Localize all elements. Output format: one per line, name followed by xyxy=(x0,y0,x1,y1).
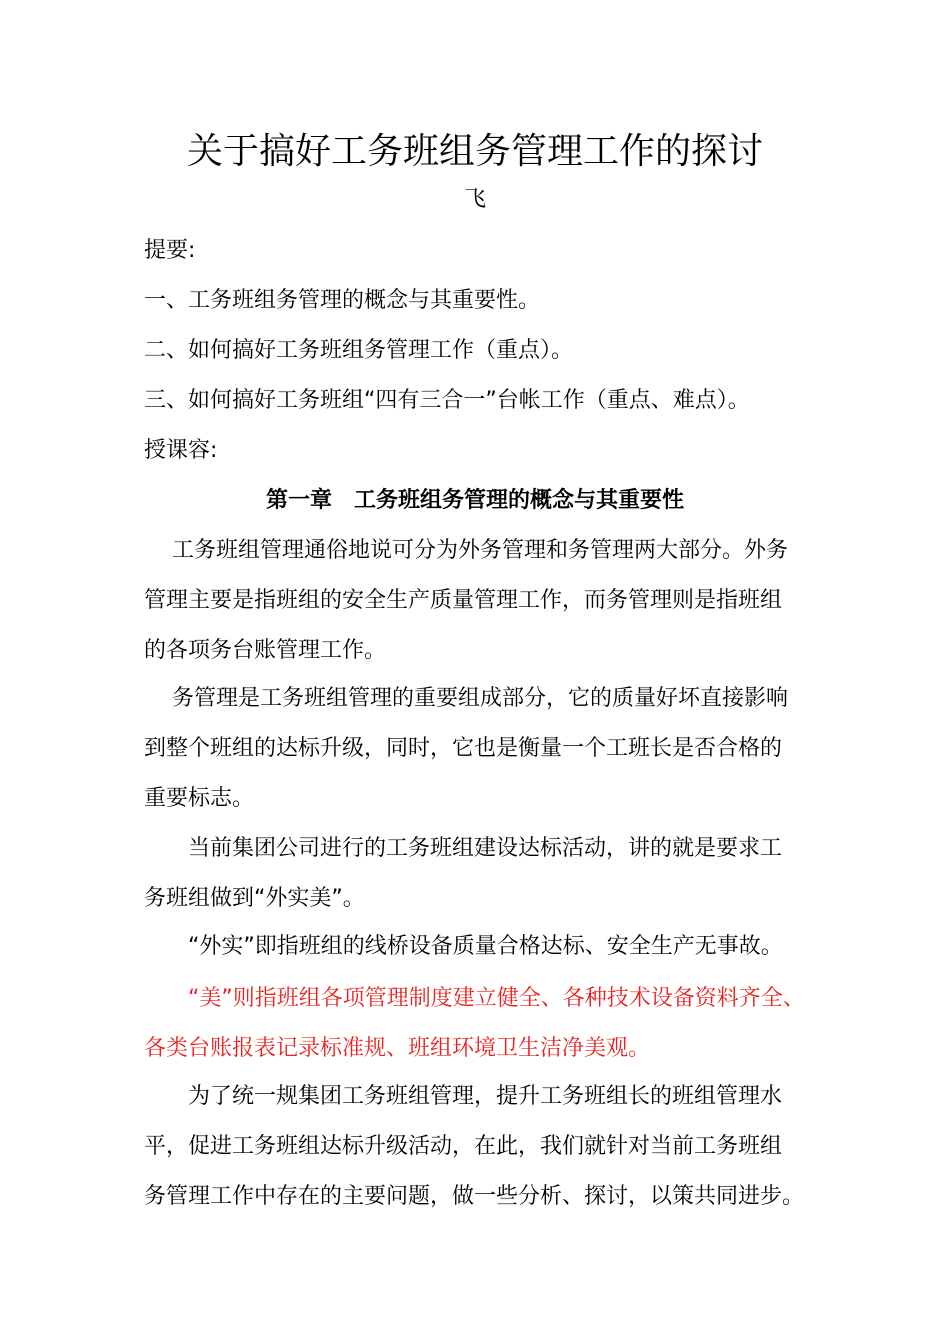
highlighted-line: 各类台账报表记录标准规、班组环境卫生洁净美观。 xyxy=(144,1036,651,1061)
summary-item-2: 二、如何搞好工务班组务管理工作（重点）。 xyxy=(144,338,574,363)
paragraph-line: 平，促进工务班组达标升级活动，在此，我们就针对当前工务班组 xyxy=(144,1134,783,1159)
paragraph-line: 务管理是工务班组管理的重要组成部分，它的质量好坏直接影响 xyxy=(172,686,789,711)
paragraph-line: 当前集团公司进行的工务班组建设达标活动，讲的就是要求工 xyxy=(188,836,783,861)
paragraph-line: 重要标志。 xyxy=(144,786,255,811)
paragraph-line: 务管理工作中存在的主要问题，做一些分析、探讨，以策共同进步。 xyxy=(144,1184,805,1209)
content-label: 授课容: xyxy=(144,438,218,463)
summary-item-1: 一、工务班组务管理的概念与其重要性。 xyxy=(144,288,541,313)
summary-label: 提要: xyxy=(144,238,196,263)
paragraph-line: 的各项务台账管理工作。 xyxy=(144,638,387,663)
document-title: 关于搞好工务班组务管理工作的探讨 xyxy=(186,131,763,172)
paragraph-line: 管理主要是指班组的安全生产质量管理工作，而务管理则是指班组 xyxy=(144,588,783,613)
paragraph-line: 到整个班组的达标升级，同时，它也是衡量一个工班长是否合格的 xyxy=(144,736,783,761)
summary-item-3: 三、如何搞好工务班组“四有三合一”台帐工作（重点、难点）。 xyxy=(144,388,750,413)
highlighted-line: “美”则指班组各项管理制度建立健全、各种技术设备资料齐全、 xyxy=(188,986,805,1011)
paragraph-line: “外实”即指班组的线桥设备质量合格达标、安全生产无事故。 xyxy=(188,934,783,959)
document-author: 飞 xyxy=(463,187,486,212)
chapter-heading: 第一章 工务班组务管理的概念与其重要性 xyxy=(265,488,684,513)
paragraph-line: 为了统一规集团工务班组管理，提升工务班组长的班组管理水 xyxy=(188,1084,783,1109)
paragraph-line: 工务班组管理通俗地说可分为外务管理和务管理两大部分。外务 xyxy=(172,538,789,563)
paragraph-line: 务班组做到“外实美”。 xyxy=(144,886,365,911)
